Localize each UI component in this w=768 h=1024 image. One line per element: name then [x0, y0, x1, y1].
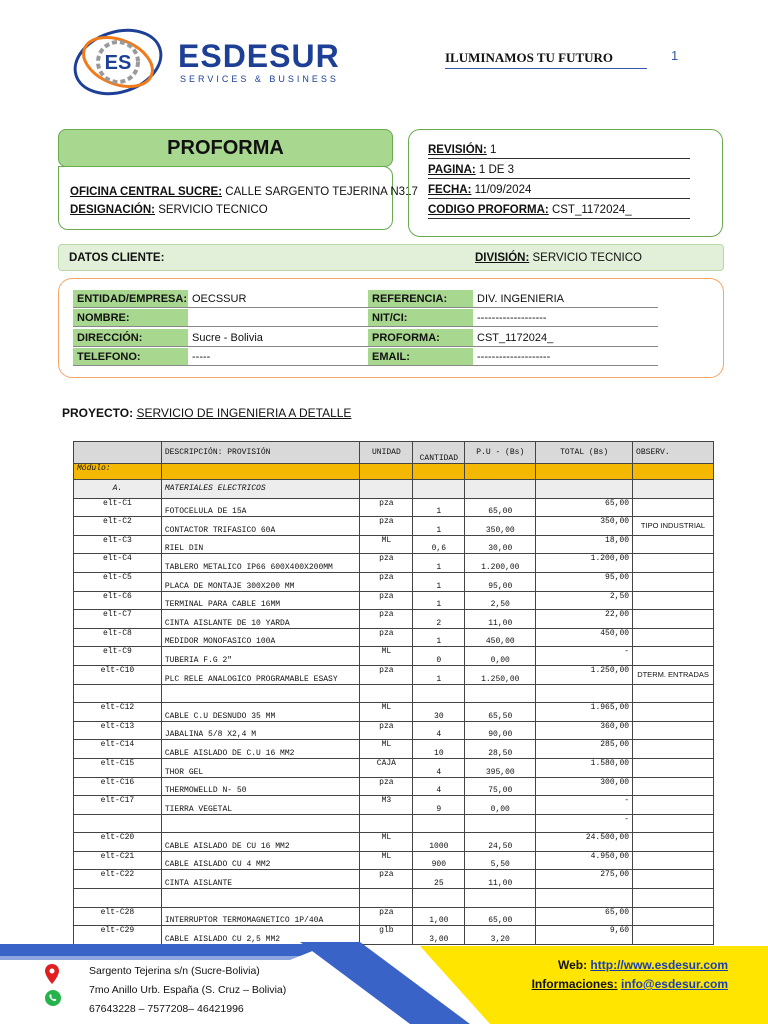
table-row	[74, 665, 714, 684]
cell-code: elt-C10	[74, 665, 162, 684]
section-row	[74, 480, 714, 499]
cell-qty	[413, 684, 465, 703]
cell-code: elt-C17	[74, 796, 162, 815]
cell-desc: CABLE AISLADO DE C.U 16 MM2	[161, 740, 360, 759]
header-total: TOTAL (Bs)	[536, 442, 633, 464]
cell-total: 65,00	[536, 498, 633, 517]
cell-unit	[360, 814, 413, 833]
cell-total: 285,00	[536, 740, 633, 759]
table-row	[74, 814, 714, 833]
cell-code: elt-C13	[74, 721, 162, 740]
cell-qty: 1,00	[413, 907, 465, 926]
section-title: MATERIALES ELECTRICOS	[161, 480, 360, 499]
cell-desc: TERMINAL PARA CABLE 16MM	[161, 591, 360, 610]
cell-pu	[465, 889, 536, 908]
cell-qty: 4	[413, 758, 465, 777]
cell-code	[74, 684, 162, 703]
cell-obs	[633, 628, 714, 647]
svg-text:ES: ES	[104, 52, 132, 74]
cell-unit: ML	[360, 535, 413, 554]
cell-desc	[161, 814, 360, 833]
header-code	[74, 442, 162, 464]
cell-desc: FOTOCELULA DE 15A	[161, 498, 360, 517]
cell-code	[74, 814, 162, 833]
email-value: --------------------	[473, 348, 658, 366]
cell-obs	[633, 851, 714, 870]
cell-code: elt-C7	[74, 610, 162, 629]
cell-code: elt-C3	[74, 535, 162, 554]
cell-obs	[633, 610, 714, 629]
cell-desc	[161, 684, 360, 703]
table-row	[74, 628, 714, 647]
revision-row	[428, 144, 690, 159]
cell-unit: pza	[360, 721, 413, 740]
cell-obs	[633, 498, 714, 517]
client-data-bar	[58, 244, 724, 271]
cell-pu: 75,00	[465, 777, 536, 796]
cell-unit: M3	[360, 796, 413, 815]
cell-qty: 3,00	[413, 926, 465, 945]
cell-total: 300,00	[536, 777, 633, 796]
cell-obs	[633, 703, 714, 722]
table-row	[74, 647, 714, 666]
project-label: PROYECTO:	[62, 406, 134, 420]
entity-value: OECSSUR	[188, 290, 368, 308]
table-row	[74, 535, 714, 554]
page-number: 1	[671, 48, 679, 63]
date-row	[428, 184, 690, 199]
table-row	[74, 889, 714, 908]
cell-total	[536, 684, 633, 703]
cell-code: elt-C20	[74, 833, 162, 852]
cell-obs	[633, 889, 714, 908]
nit-label: NIT/CI:	[368, 309, 473, 327]
cell-unit: pza	[360, 498, 413, 517]
cell-obs	[633, 535, 714, 554]
cell-code: elt-C16	[74, 777, 162, 796]
cell-unit: pza	[360, 517, 413, 536]
footer-address-2: 7mo Anillo Urb. España (S. Cruz – Bolivia)	[89, 984, 287, 996]
cell-total: -	[536, 814, 633, 833]
designation-label: DESIGNACIÓN:	[70, 204, 155, 216]
cell-total: 24.500,00	[536, 833, 633, 852]
cell-unit: pza	[360, 870, 413, 889]
cell-desc	[161, 889, 360, 908]
cell-qty: 1	[413, 665, 465, 684]
cell-pu: 450,00	[465, 628, 536, 647]
cell-pu: 95,00	[465, 572, 536, 591]
cell-total: 1.250,00	[536, 665, 633, 684]
cell-total: 18,00	[536, 535, 633, 554]
cell-total: 1.965,00	[536, 703, 633, 722]
cell-desc: RIEL DIN	[161, 535, 360, 554]
cell-unit: pza	[360, 907, 413, 926]
cell-desc: CABLE AISLADO DE CU 16 MM2	[161, 833, 360, 852]
reference-label: REFERENCIA:	[368, 290, 473, 308]
cell-pu: 65,00	[465, 498, 536, 517]
cell-code: elt-C8	[74, 628, 162, 647]
table-row	[74, 833, 714, 852]
page-label: PAGINA:	[428, 164, 476, 176]
web-link[interactable]: http://www.esdesur.com	[590, 958, 728, 972]
cell-desc: CABLE AISLADO CU 2,5 MM2	[161, 926, 360, 945]
cell-pu: 30,00	[465, 535, 536, 554]
division-value: SERVICIO TECNICO	[532, 252, 643, 264]
cell-unit: pza	[360, 572, 413, 591]
header-qty: CANTIDAD	[413, 442, 465, 464]
designation-value: SERVICIO TECNICO	[158, 204, 268, 216]
cell-obs	[633, 814, 714, 833]
cell-desc: TUBERIA F.G 2"	[161, 647, 360, 666]
cell-code: elt-C4	[74, 554, 162, 573]
cell-pu: 350,00	[465, 517, 536, 536]
cell-pu: 1.250,00	[465, 665, 536, 684]
cell-obs	[633, 758, 714, 777]
footer	[0, 940, 768, 1024]
section-code: A.	[74, 480, 162, 499]
cell-qty: 1	[413, 591, 465, 610]
cell-pu: 11,00	[465, 870, 536, 889]
phone-value: -----	[188, 348, 368, 366]
project-value: SERVICIO DE INGENIERIA A DETALLE	[136, 406, 352, 420]
name-value	[188, 309, 368, 327]
header-unit: UNIDAD	[360, 442, 413, 464]
cell-unit: pza	[360, 665, 413, 684]
cell-unit	[360, 889, 413, 908]
division	[475, 252, 642, 264]
address-value: Sucre - Bolivia	[188, 329, 368, 347]
cell-obs	[633, 870, 714, 889]
cell-code: elt-C21	[74, 851, 162, 870]
code-row	[428, 204, 690, 219]
cell-total: 2,50	[536, 591, 633, 610]
cell-total: 350,00	[536, 517, 633, 536]
header-obs: OBSERV.	[633, 442, 714, 464]
cell-unit: pza	[360, 554, 413, 573]
cell-code: elt-C9	[74, 647, 162, 666]
cell-code: elt-C22	[74, 870, 162, 889]
cell-pu: 3,20	[465, 926, 536, 945]
cell-obs	[633, 833, 714, 852]
cell-qty: 2	[413, 610, 465, 629]
office-box	[58, 166, 393, 230]
cell-qty: 10	[413, 740, 465, 759]
table-row	[74, 591, 714, 610]
cell-total: -	[536, 647, 633, 666]
cell-code: elt-C15	[74, 758, 162, 777]
cell-qty: 25	[413, 870, 465, 889]
cell-pu: 65,50	[465, 703, 536, 722]
header-description: DESCRIPCIÓN: PROVISIÓN	[161, 442, 360, 464]
cell-obs	[633, 591, 714, 610]
cell-qty: 1	[413, 572, 465, 591]
cell-total: 65,00	[536, 907, 633, 926]
office-line	[70, 186, 418, 198]
cell-total: 360,00	[536, 721, 633, 740]
table-row	[74, 740, 714, 759]
cell-pu: 11,00	[465, 610, 536, 629]
cell-pu: 0,00	[465, 796, 536, 815]
table-row	[74, 703, 714, 722]
cell-obs	[633, 684, 714, 703]
cell-qty	[413, 814, 465, 833]
table-row	[74, 554, 714, 573]
cell-unit: ML	[360, 703, 413, 722]
module-label: Módulo:	[74, 464, 162, 480]
cell-code: elt-C6	[74, 591, 162, 610]
cell-unit: pza	[360, 777, 413, 796]
phone-label: TELEFONO:	[73, 348, 188, 366]
cell-total: 95,00	[536, 572, 633, 591]
cell-desc: CONTACTOR TRIFASICO 60A	[161, 517, 360, 536]
cell-code: elt-C14	[74, 740, 162, 759]
cell-desc: PLC RELE ANALOGICO PROGRAMABLE ESASY	[161, 665, 360, 684]
cell-desc: CABLE AISLADO CU 4 MM2	[161, 851, 360, 870]
cell-obs: TIPO INDUSTRIAL	[633, 517, 714, 536]
cell-unit: ML	[360, 833, 413, 852]
cell-qty: 1	[413, 628, 465, 647]
cell-obs	[633, 572, 714, 591]
name-label: NOMBRE:	[73, 309, 188, 327]
cell-desc: TIERRA VEGETAL	[161, 796, 360, 815]
client-data-label: DATOS CLIENTE:	[69, 252, 165, 264]
cell-desc: PLACA DE MONTAJE 300X200 MM	[161, 572, 360, 591]
reference-value: DIV. INGENIERIA	[473, 290, 658, 308]
cell-qty: 1	[413, 498, 465, 517]
web-label: Web:	[557, 958, 588, 972]
office-value: CALLE SARGENTO TEJERINA N317	[225, 186, 418, 198]
header-unit-price: P.U - (Bs)	[465, 442, 536, 464]
table-row	[74, 777, 714, 796]
cell-pu: 5,50	[465, 851, 536, 870]
page-value: 1 DE 3	[478, 164, 515, 176]
entity-label: ENTIDAD/EMPRESA:	[73, 290, 188, 308]
cell-total: 4.950,00	[536, 851, 633, 870]
cell-code: elt-C29	[74, 926, 162, 945]
table-row	[74, 758, 714, 777]
cell-obs	[633, 907, 714, 926]
email-label: EMAIL:	[368, 348, 473, 366]
cell-code: elt-C28	[74, 907, 162, 926]
cell-pu: 65,00	[465, 907, 536, 926]
table-header-row	[74, 442, 714, 464]
table-row	[74, 721, 714, 740]
table-row	[74, 610, 714, 629]
office-label: OFICINA CENTRAL SUCRE:	[70, 186, 223, 198]
footer-phones: 67643228 – 7577208– 46421996	[89, 1003, 244, 1015]
company-logo	[70, 22, 370, 102]
cell-total: 450,00	[536, 628, 633, 647]
cell-obs: DTERM. ENTRADAS	[633, 665, 714, 684]
designation-line	[70, 204, 268, 216]
proforma-value: CST_1172024_	[473, 329, 658, 347]
footer-web	[558, 958, 728, 972]
revision-value: 1	[490, 144, 497, 156]
date-label: FECHA:	[428, 184, 472, 196]
cell-desc: JABALINA 5/8 X2,4 M	[161, 721, 360, 740]
cell-pu: 28,50	[465, 740, 536, 759]
table-row	[74, 870, 714, 889]
cell-code: elt-C1	[74, 498, 162, 517]
code-label: CODIGO PROFORMA:	[428, 204, 549, 216]
cell-qty	[413, 889, 465, 908]
cell-total: -	[536, 796, 633, 815]
cell-unit	[360, 684, 413, 703]
info-label: Informaciones:	[531, 977, 618, 991]
cell-desc: CINTA AISLANTE	[161, 870, 360, 889]
cell-desc: CABLE C.U DESNUDO 35 MM	[161, 703, 360, 722]
revision-label: REVISIÓN:	[428, 144, 487, 156]
cell-unit: ML	[360, 647, 413, 666]
cell-total: 1.580,00	[536, 758, 633, 777]
cell-pu: 1.200,00	[465, 554, 536, 573]
slogan: ILUMINAMOS TU FUTURO	[445, 50, 647, 69]
location-pin-icon	[45, 964, 59, 984]
items-table	[73, 441, 714, 945]
cell-unit: CAJA	[360, 758, 413, 777]
cell-qty: 1000	[413, 833, 465, 852]
table-row	[74, 572, 714, 591]
module-row	[74, 464, 714, 480]
table-row	[74, 684, 714, 703]
cell-obs	[633, 554, 714, 573]
cell-code	[74, 889, 162, 908]
cell-unit: pza	[360, 610, 413, 629]
cell-pu: 2,50	[465, 591, 536, 610]
cell-code: elt-C5	[74, 572, 162, 591]
cell-desc: INTERRUPTOR TERMOMAGNETICO 1P/40A	[161, 907, 360, 926]
cell-qty: 0,6	[413, 535, 465, 554]
date-value: 11/09/2024	[474, 184, 532, 196]
cell-qty: 900	[413, 851, 465, 870]
cell-obs	[633, 721, 714, 740]
cell-total: 275,00	[536, 870, 633, 889]
cell-qty: 30	[413, 703, 465, 722]
cell-pu: 395,00	[465, 758, 536, 777]
cell-qty: 4	[413, 777, 465, 796]
cell-unit: ML	[360, 851, 413, 870]
proforma-label: PROFORMA:	[368, 329, 473, 347]
nit-value: -------------------	[473, 309, 658, 327]
document-title: PROFORMA	[58, 129, 393, 167]
cell-obs	[633, 647, 714, 666]
table-row	[74, 517, 714, 536]
cell-desc: MEDIDOR MONOFASICO 100A	[161, 628, 360, 647]
table-row	[74, 498, 714, 517]
cell-unit: glb	[360, 926, 413, 945]
cell-pu	[465, 684, 536, 703]
cell-desc: THOR GEL	[161, 758, 360, 777]
cell-qty: 1	[413, 554, 465, 573]
brand-tagline: SERVICES & BUSINESS	[180, 74, 339, 84]
address-label: DIRECCIÓN:	[73, 329, 188, 347]
table-row	[74, 907, 714, 926]
whatsapp-icon	[45, 990, 61, 1006]
logo-swirl-icon	[70, 22, 180, 102]
cell-total: 1.200,00	[536, 554, 633, 573]
cell-total	[536, 889, 633, 908]
page-row	[428, 164, 690, 179]
cell-unit: pza	[360, 591, 413, 610]
cell-total: 22,00	[536, 610, 633, 629]
cell-pu	[465, 814, 536, 833]
info-email-link[interactable]: info@esdesur.com	[620, 977, 728, 991]
brand-name: ESDESUR	[178, 38, 340, 74]
cell-pu: 90,00	[465, 721, 536, 740]
cell-desc: TABLERO METALICO IP66 600X400X200MM	[161, 554, 360, 573]
cell-qty: 9	[413, 796, 465, 815]
cell-desc: THERMOWELLD N- 50	[161, 777, 360, 796]
cell-total: 9,60	[536, 926, 633, 945]
footer-info	[532, 977, 728, 991]
cell-qty: 1	[413, 517, 465, 536]
cell-qty: 0	[413, 647, 465, 666]
project-line	[62, 406, 351, 420]
cell-code: elt-C2	[74, 517, 162, 536]
code-value: CST_1172024_	[551, 204, 632, 216]
cell-qty: 4	[413, 721, 465, 740]
cell-unit: ML	[360, 740, 413, 759]
cell-pu: 0,00	[465, 647, 536, 666]
cell-desc: CINTA AISLANTE DE 10 YARDA	[161, 610, 360, 629]
division-label: DIVISIÓN:	[475, 252, 530, 264]
cell-unit: pza	[360, 628, 413, 647]
cell-obs	[633, 796, 714, 815]
footer-address-1: Sargento Tejerina s/n (Sucre-Bolivia)	[89, 965, 260, 977]
cell-obs	[633, 740, 714, 759]
cell-code: elt-C12	[74, 703, 162, 722]
cell-obs	[633, 777, 714, 796]
table-row	[74, 796, 714, 815]
table-row	[74, 851, 714, 870]
cell-pu: 24,50	[465, 833, 536, 852]
